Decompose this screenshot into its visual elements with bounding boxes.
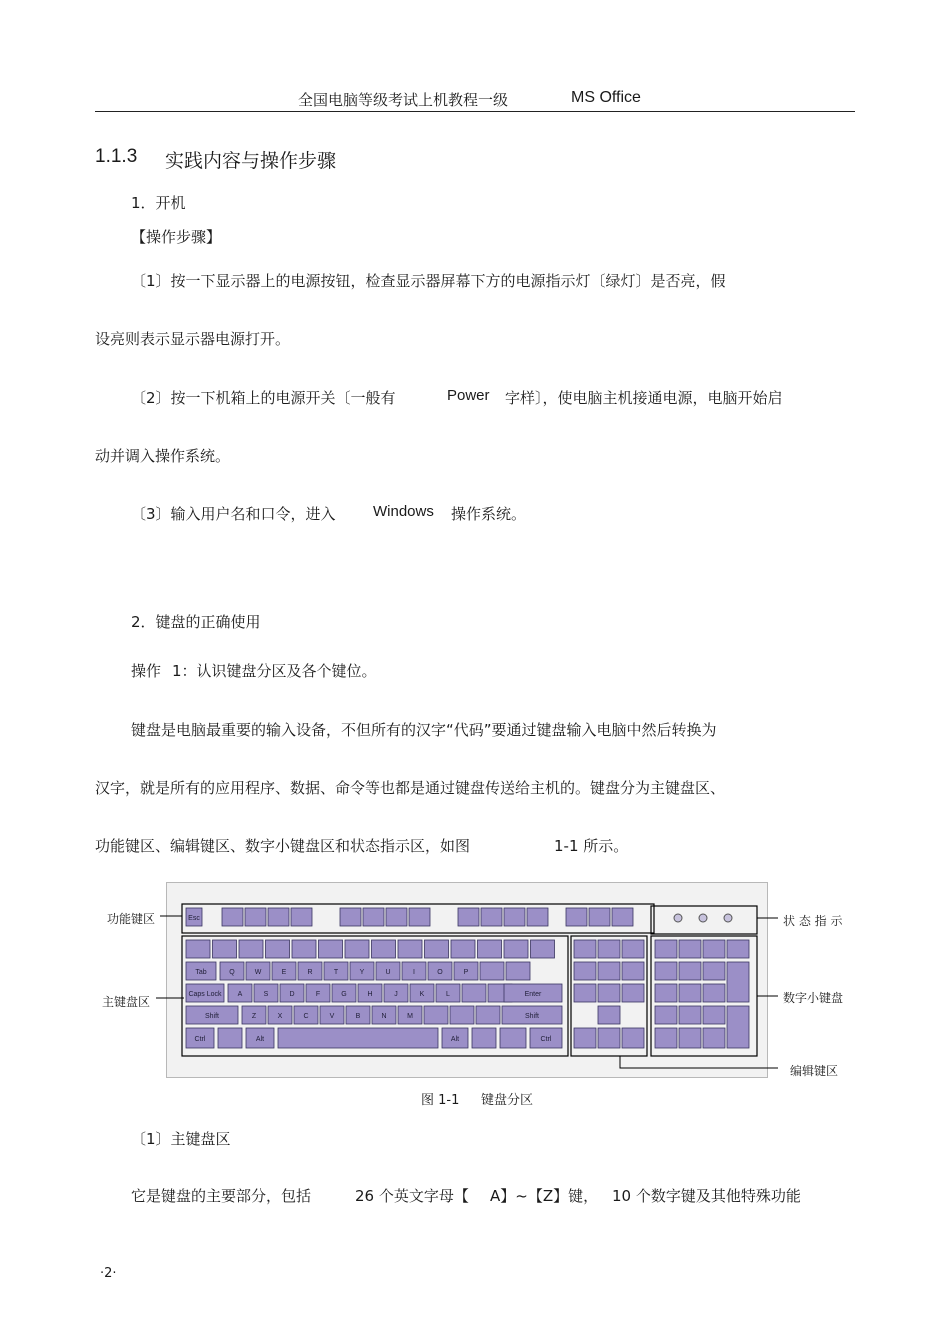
figure-caption-number: 图 1-1 — [421, 1093, 460, 1108]
label-status: 状 态 指 示 — [783, 914, 843, 928]
key-label: W — [254, 969, 262, 976]
para1-line3a: 功能键区、编辑键区、数字小键盘区和状态指示区，如图 — [95, 837, 471, 855]
para1-line1: 键盘是电脑最重要的输入设备，不但所有的汉字“代码”要通过键盘输入电脑中然后转换为 — [131, 721, 717, 739]
item1-heading: 1．开机 — [131, 194, 186, 212]
key-label: J — [394, 991, 398, 998]
key-label: H — [367, 991, 373, 998]
key-label: A — [237, 991, 243, 998]
key-label: Q — [229, 969, 235, 976]
step3-b: Windows — [373, 503, 434, 520]
para2-a: 它是键盘的主要部分，包括 — [131, 1187, 312, 1205]
step2-a: 〔2〕按一下机箱上的电源开关〔一般有 — [131, 389, 396, 407]
key-label: Tab — [195, 969, 207, 976]
key-label: V — [329, 1013, 335, 1020]
step1-line1: 〔1〕按一下显示器上的电源按钮，检查显示器屏幕下方的电源指示灯〔绿灯〕是否亮，假 — [131, 272, 726, 290]
figure-caption-title: 键盘分区 — [481, 1093, 534, 1108]
key-label: Y — [359, 969, 365, 976]
header-suffix: MS Office — [571, 89, 641, 106]
para2-b: 26 个英文字母【 — [355, 1187, 469, 1205]
key-label: Ctrl — [540, 1036, 552, 1043]
key-label: Alt — [255, 1036, 265, 1043]
label-function-keys: 功能键区 — [107, 912, 156, 926]
key-label: Z — [251, 1013, 257, 1020]
key-label: Enter — [524, 991, 542, 998]
step1-line2: 设亮则表示显示器电源打开。 — [95, 330, 291, 348]
key-label: U — [385, 969, 391, 976]
item2-heading: 2．键盘的正确使用 — [131, 613, 261, 631]
step3-c: 操作系统。 — [451, 505, 527, 523]
section-number: 1.1.3 — [95, 146, 138, 167]
para2-c: A】~【Z】键， — [490, 1187, 599, 1205]
label-edit-keys: 编辑键区 — [790, 1064, 839, 1078]
key-label: R — [307, 969, 313, 976]
key-label: Alt — [450, 1036, 460, 1043]
key-label: Caps Lock — [188, 991, 222, 998]
key-label: T — [333, 969, 339, 976]
key-label: Esc — [188, 915, 200, 922]
para1-line3b: 1-1 所示。 — [554, 837, 629, 855]
key-label: Ctrl — [194, 1036, 206, 1043]
step3-a: 〔3〕输入用户名和口令，进入 — [131, 505, 336, 523]
key-label: Shift — [524, 1013, 540, 1020]
key-label: E — [281, 969, 287, 976]
key-label: S — [263, 991, 269, 998]
key-label: Shift — [204, 1013, 220, 1020]
key-label: L — [446, 991, 450, 998]
key-label: N — [381, 1013, 387, 1020]
op1-a: 操作 — [131, 662, 162, 680]
key-label: P — [463, 969, 469, 976]
page-number: ·2· — [100, 1266, 117, 1281]
key-label: D — [289, 991, 295, 998]
key-label: K — [419, 991, 425, 998]
key-label: X — [277, 1013, 283, 1020]
key-label: I — [413, 969, 415, 976]
step2-b: Power — [447, 387, 490, 404]
step2-line2: 动并调入操作系统。 — [95, 447, 231, 465]
label-numpad: 数字小键盘 — [783, 991, 844, 1005]
para2-d: 10 个数字键及其他特殊功能 — [612, 1187, 801, 1205]
section-title: 实践内容与操作步骤 — [165, 150, 337, 172]
step2-c: 字样〕，使电脑主机接通电源，电脑开始启 — [505, 389, 783, 407]
steps-label: 【操作步骤】 — [131, 228, 222, 246]
key-label: G — [341, 991, 347, 998]
key-label: C — [303, 1013, 309, 1020]
op1-b: 1：认识键盘分区及各个键位。 — [172, 662, 377, 680]
header-title: 全国电脑等级考试上机教程一级 — [298, 91, 509, 109]
sub1-heading: 〔1〕主键盘区 — [131, 1130, 231, 1148]
para1-line2: 汉字，就是所有的应用程序、数据、命令等也都是通过键盘传送给主机的。键盘分为主键盘区、 — [95, 779, 726, 797]
key-label: M — [407, 1013, 413, 1020]
key-label: F — [315, 991, 321, 998]
key-label: B — [355, 1013, 361, 1020]
key-label: O — [437, 969, 443, 976]
label-main-keys: 主键盘区 — [102, 995, 151, 1009]
